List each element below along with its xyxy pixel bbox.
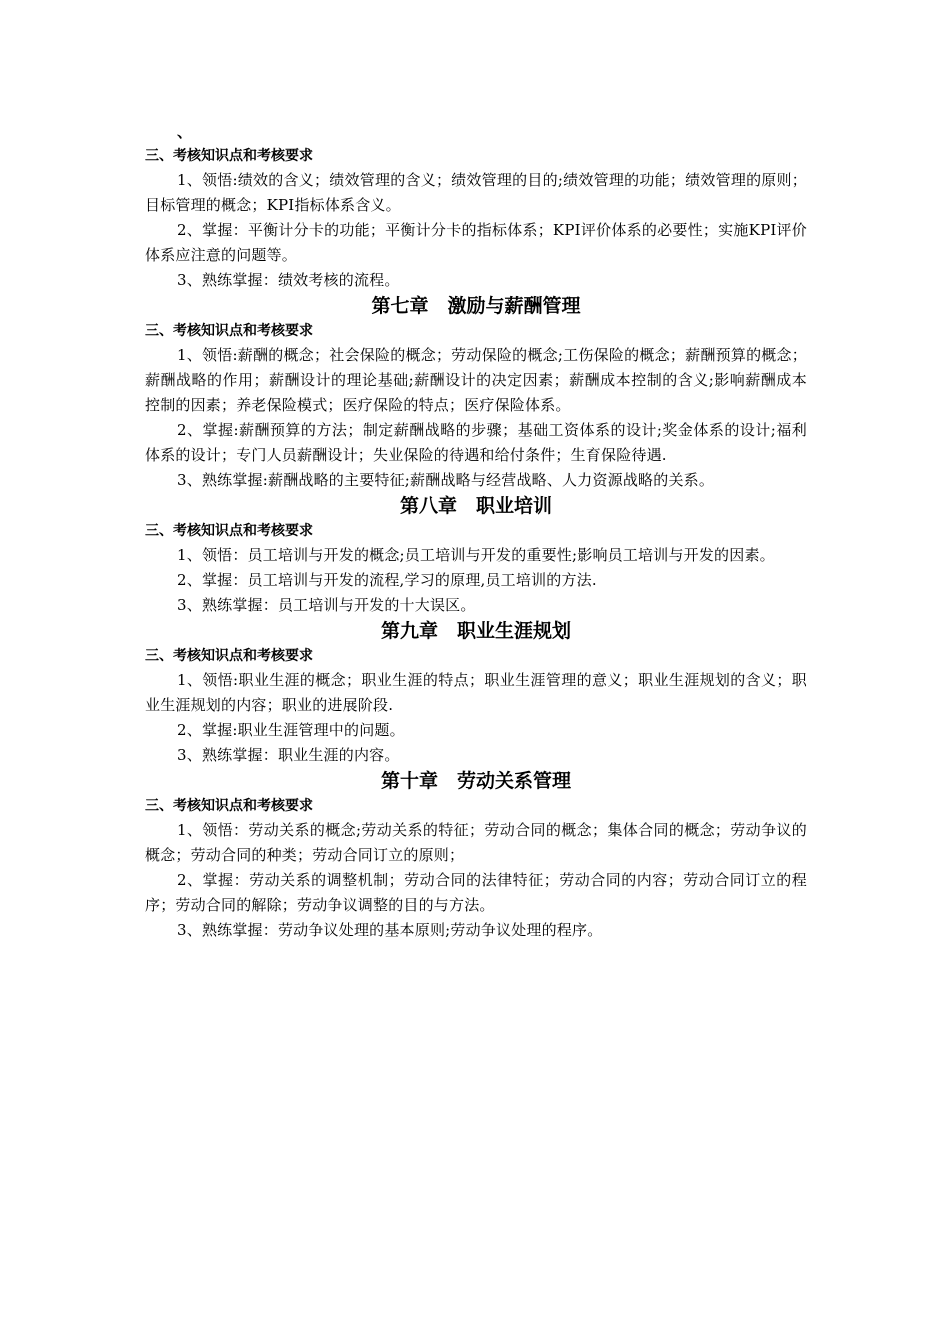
document-page xyxy=(145,120,807,943)
requirement-item: 1、领悟:职业生涯的概念；职业生涯的特点；职业生涯管理的意义；职业生涯规划的含义；职业生涯规划的内容；职业的进展阶段. xyxy=(145,671,807,714)
section-heading: 三、考核知识点和考核要求 xyxy=(145,523,313,539)
chapter-title: 第八章 职业培训 xyxy=(399,495,552,517)
requirement-item: 2、掌握:职业生涯管理中的问题。 xyxy=(177,721,405,739)
chapter-section xyxy=(145,293,807,493)
requirement-item: 2、掌握：员工培训与开发的流程,学习的原理,员工培训的方法. xyxy=(177,571,597,589)
requirement-item: 2、掌握：平衡计分卡的功能；平衡计分卡的指标体系；KPI评价体系的必要性；实施KPI评价体系应注意的问题等。 xyxy=(145,221,807,264)
section-heading: 三、考核知识点和考核要求 xyxy=(145,148,313,164)
chapter-section xyxy=(145,618,807,768)
requirement-item: 3、熟练掌握:薪酬战略的主要特征;薪酬战略与经营战略、人力资源战略的关系。 xyxy=(177,471,715,489)
document-body xyxy=(145,144,807,943)
chapter-title: 第十章 劳动关系管理 xyxy=(380,770,571,792)
requirement-item: 1、领悟:薪酬的概念；社会保险的概念；劳动保险的概念;工伤保险的概念；薪酬预算的概念；薪酬战略的作用；薪酬设计的理论基础;薪酬设计的决定因素；薪酬成本控制的含义;影响薪酬成本控制的因素；养老保险模式；医疗保险的特点；医疗保险体系。 xyxy=(145,346,807,414)
requirement-item: 1、领悟:绩效的含义；绩效管理的含义；绩效管理的目的;绩效管理的功能；绩效管理的原则；目标管理的概念；KPI指标体系含义。 xyxy=(145,171,807,214)
requirement-item: 1、领悟：劳动关系的概念;劳动关系的特征；劳动合同的概念；集体合同的概念；劳动争议的概念；劳动合同的种类；劳动合同订立的原则； xyxy=(145,821,807,864)
section-heading: 三、考核知识点和考核要求 xyxy=(145,798,313,814)
requirement-item: 1、领悟：员工培训与开发的概念;员工培训与开发的重要性;影响员工培训与开发的因素。 xyxy=(177,546,775,564)
requirement-item: 2、掌握:薪酬预算的方法；制定薪酬战略的步骤；基础工资体系的设计;奖金体系的设计;福利体系的设计；专门人员薪酬设计；失业保险的待遇和给付条件；生育保险待遇. xyxy=(145,421,807,464)
requirement-item: 3、熟练掌握：员工培训与开发的十大误区。 xyxy=(177,596,476,614)
section-heading: 三、考核知识点和考核要求 xyxy=(145,323,313,339)
chapter-title: 第七章 激励与薪酬管理 xyxy=(371,295,581,317)
chapter-section xyxy=(145,768,807,943)
requirement-item: 3、熟练掌握：绩效考核的流程。 xyxy=(177,271,400,289)
chapter-section xyxy=(145,493,807,618)
stray-punctuation-mark: 、 xyxy=(177,123,193,141)
requirement-item: 3、熟练掌握：劳动争议处理的基本原则;劳动争议处理的程序。 xyxy=(177,921,603,939)
requirement-item: 2、掌握：劳动关系的调整机制；劳动合同的法律特征；劳动合同的内容；劳动合同订立的程序；劳动合同的解除；劳动争议调整的目的与方法。 xyxy=(145,871,807,914)
chapter-title: 第九章 职业生涯规划 xyxy=(380,620,571,642)
section-heading: 三、考核知识点和考核要求 xyxy=(145,648,313,664)
chapter-section xyxy=(145,144,807,293)
requirement-item: 3、熟练掌握：职业生涯的内容。 xyxy=(177,746,400,764)
